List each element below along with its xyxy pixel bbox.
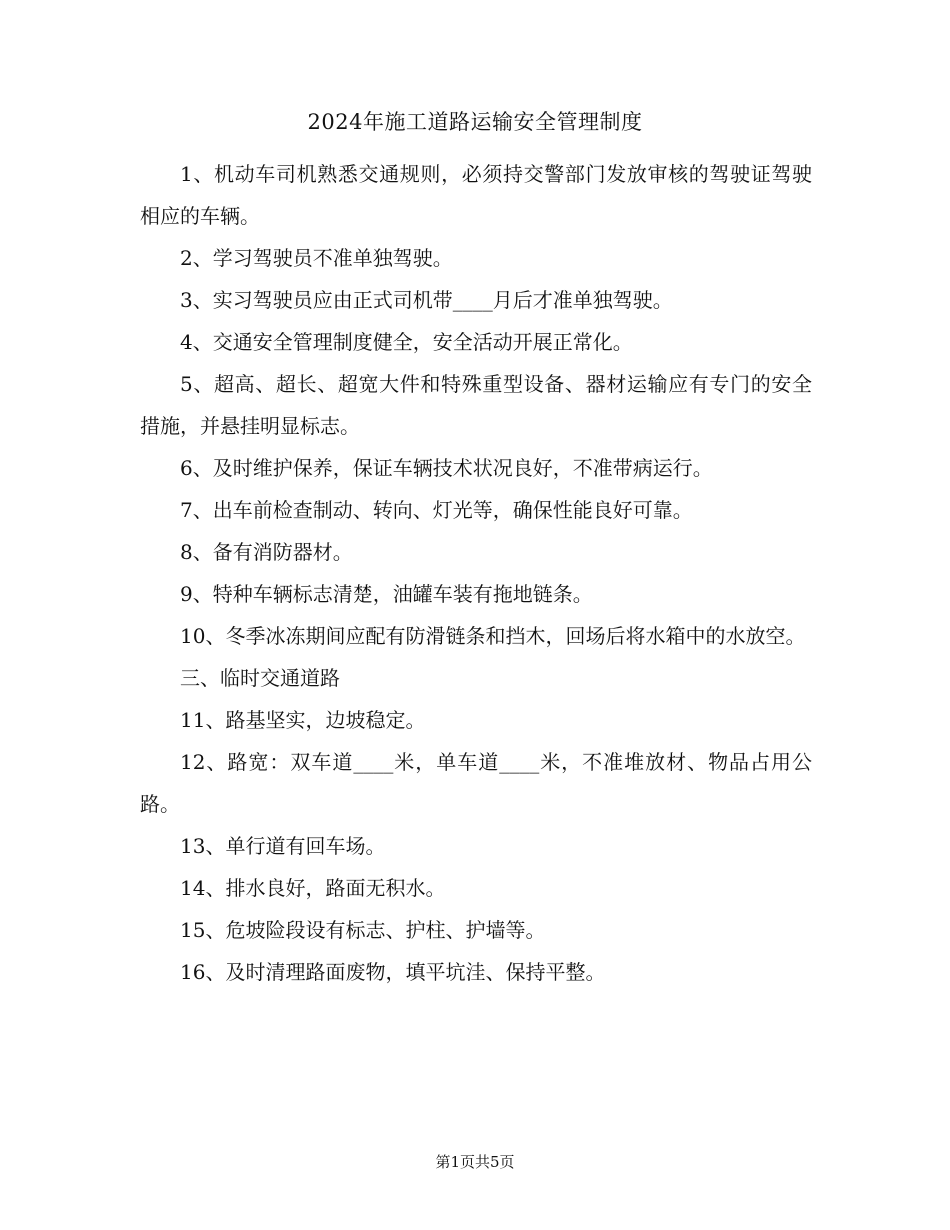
paragraph-rule-12: 12、路宽：双车道____米，单车道____米，不准堆放材、物品占用公路。: [140, 750, 812, 816]
paragraph-rule-7: 7、出车前检查制动、转向、灯光等，确保性能良好可靠。: [180, 498, 693, 522]
paragraph-rule-5: 5、超高、超长、超宽大件和特殊重型设备、器材运输应有专门的安全措施，并悬挂明显标志。: [140, 372, 812, 438]
paragraph-rule-16: 16、及时清理路面废物，填平坑洼、保持平整。: [180, 960, 606, 984]
paragraph-rule-6: 6、及时维护保养，保证车辆技术状况良好，不准带病运行。: [180, 456, 713, 480]
document-body: [140, 153, 812, 993]
paragraph-rule-13: 13、单行道有回车场。: [180, 834, 386, 858]
document-title: 2024年施工道路运输安全管理制度: [307, 110, 643, 134]
paragraph-rule-3: 3、实习驾驶员应由正式司机带____月后才准单独驾驶。: [180, 288, 673, 312]
paragraph-rule-1: 1、机动车司机熟悉交通规则，必须持交警部门发放审核的驾驶证驾驶相应的车辆。: [140, 162, 812, 228]
paragraph-rule-4: 4、交通安全管理制度健全，安全活动开展正常化。: [180, 330, 633, 354]
page-number: 第1页共5页: [435, 1153, 515, 1171]
paragraph-rule-11: 11、路基坚实，边坡稳定。: [180, 708, 426, 732]
section-heading-temporary-roads: 三、临时交通道路: [180, 666, 340, 690]
paragraph-rule-10: 10、冬季冰冻期间应配有防滑链条和挡木，回场后将水箱中的水放空。: [180, 624, 806, 648]
paragraph-rule-2: 2、学习驾驶员不准单独驾驶。: [180, 246, 453, 270]
paragraph-rule-8: 8、备有消防器材。: [180, 540, 353, 564]
paragraph-rule-14: 14、排水良好，路面无积水。: [180, 876, 446, 900]
paragraph-rule-9: 9、特种车辆标志清楚，油罐车装有拖地链条。: [180, 582, 593, 606]
paragraph-rule-15: 15、危坡险段设有标志、护柱、护墙等。: [180, 918, 546, 942]
